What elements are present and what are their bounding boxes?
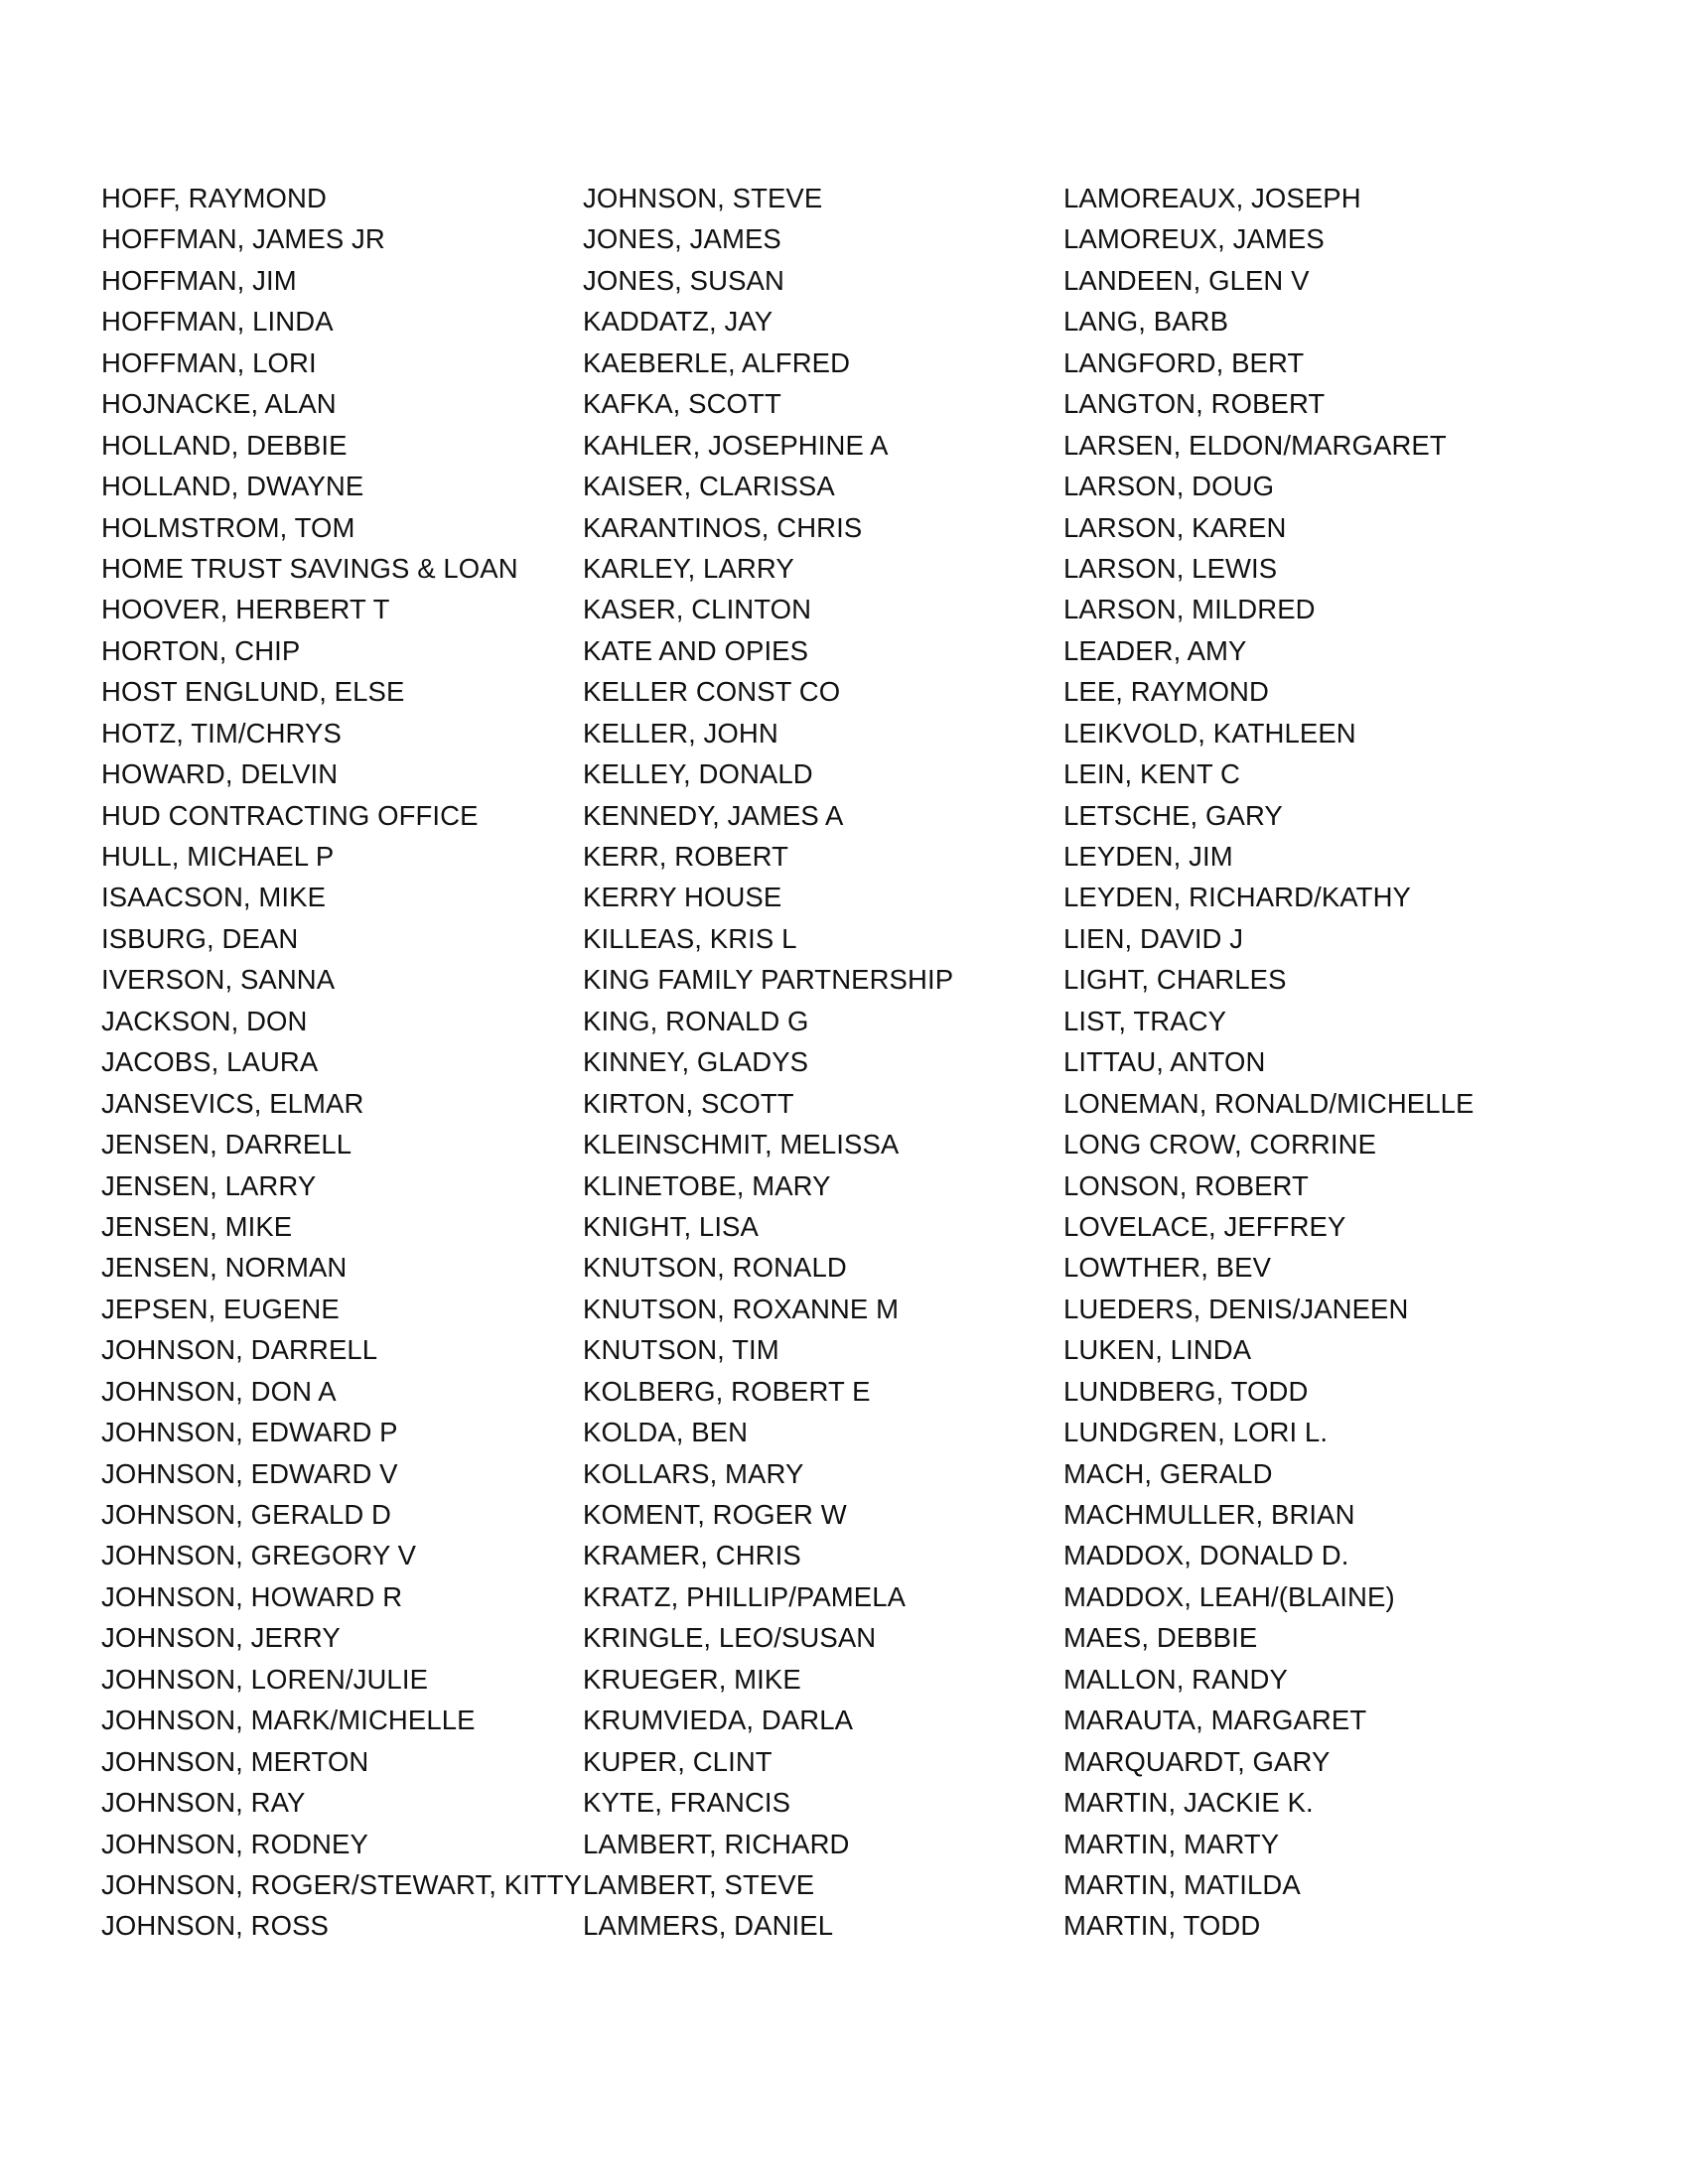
name-entry: KAISER, CLARISSA — [583, 471, 835, 502]
name-entry: KILLEAS, KRIS L — [583, 922, 797, 954]
name-entry: JOHNSON, RAY — [101, 1787, 306, 1819]
name-entry: KRINGLE, LEO/SUSAN — [583, 1622, 877, 1654]
name-entry: MARTIN, TODD — [1063, 1910, 1261, 1942]
name-entry: JOHNSON, EDWARD P — [101, 1417, 398, 1448]
name-entry: LARSON, MILDRED — [1063, 594, 1316, 625]
name-entry: HOFFMAN, LORI — [101, 346, 317, 378]
name-entry: JENSEN, DARRELL — [101, 1129, 352, 1160]
name-entry: LARSON, KAREN — [1063, 511, 1287, 543]
name-entry: HOFFMAN, JAMES JR — [101, 223, 385, 255]
name-entry: HOJNACKE, ALAN — [101, 388, 337, 420]
name-entry: LOWTHER, BEV — [1063, 1252, 1272, 1284]
name-entry: LEIKVOLD, KATHLEEN — [1063, 717, 1356, 749]
name-entry: KELLEY, DONALD — [583, 758, 813, 790]
name-entry: MADDOX, DONALD D. — [1063, 1540, 1349, 1571]
name-entry: KOLLARS, MARY — [583, 1457, 804, 1489]
name-entry: KOLDA, BEN — [583, 1417, 749, 1448]
name-entry: LEIN, KENT C — [1063, 758, 1240, 790]
name-entry: KELLER CONST CO — [583, 676, 841, 708]
name-entry: JOHNSON, LOREN/JULIE — [101, 1663, 429, 1695]
name-entry: HOFFMAN, LINDA — [101, 306, 334, 338]
name-entry: LAMBERT, STEVE — [583, 1868, 815, 1900]
name-entry: JOHNSON, DARRELL — [101, 1334, 378, 1366]
name-entry: HOLLAND, DEBBIE — [101, 429, 348, 461]
name-entry: LEYDEN, JIM — [1063, 841, 1233, 872]
name-entry: LOVELACE, JEFFREY — [1063, 1210, 1346, 1242]
name-column-3 — [1063, 178, 1619, 1947]
name-entry: HOLLAND, DWAYNE — [101, 471, 364, 502]
name-entry: KING FAMILY PARTNERSHIP — [583, 964, 954, 996]
name-entry: LAMOREUX, JAMES — [1063, 223, 1325, 255]
name-entry: LONEMAN, RONALD/MICHELLE — [1063, 1087, 1475, 1119]
name-entry: KAHLER, JOSEPHINE A — [583, 429, 889, 461]
name-entry: IVERSON, SANNA — [101, 964, 336, 996]
name-entry: HOWARD, DELVIN — [101, 758, 339, 790]
name-entry: ISAACSON, MIKE — [101, 882, 327, 913]
name-entry: KING, RONALD G — [583, 1005, 809, 1036]
name-entry: MARQUARDT, GARY — [1063, 1745, 1331, 1777]
name-entry: KATE AND OPIES — [583, 634, 809, 666]
name-entry: LIEN, DAVID J — [1063, 922, 1244, 954]
name-entry: HULL, MICHAEL P — [101, 841, 335, 872]
name-entry: KARLEY, LARRY — [583, 552, 794, 584]
name-entry: LIST, TRACY — [1063, 1005, 1227, 1036]
name-entry: MACHMULLER, BRIAN — [1063, 1499, 1355, 1530]
name-entry: LUNDBERG, TODD — [1063, 1375, 1309, 1407]
name-entry: ISBURG, DEAN — [101, 922, 299, 954]
name-entry: LONSON, ROBERT — [1063, 1169, 1309, 1201]
name-entry: LANGFORD, BERT — [1063, 346, 1305, 378]
name-entry: LANG, BARB — [1063, 306, 1229, 338]
name-entry: HOST ENGLUND, ELSE — [101, 676, 405, 708]
name-entry: JOHNSON, DON A — [101, 1375, 337, 1407]
name-entry: JOHNSON, MERTON — [101, 1745, 369, 1777]
name-entry: JACOBS, LAURA — [101, 1046, 319, 1078]
name-entry: MARTIN, MARTY — [1063, 1828, 1280, 1859]
name-entry: HOFF, RAYMOND — [101, 183, 327, 213]
name-entry: JONES, SUSAN — [583, 264, 784, 296]
name-entry: LARSON, LEWIS — [1063, 552, 1278, 584]
name-entry: JOHNSON, GREGORY V — [101, 1540, 417, 1571]
name-entry: HOOVER, HERBERT T — [101, 594, 390, 625]
name-entry: JEPSEN, EUGENE — [101, 1293, 340, 1324]
name-entry: KADDATZ, JAY — [583, 306, 774, 338]
name-entry: JANSEVICS, ELMAR — [101, 1087, 364, 1119]
name-entry: MALLON, RANDY — [1063, 1663, 1288, 1695]
name-entry: KASER, CLINTON — [583, 594, 812, 625]
name-entry: MADDOX, LEAH/(BLAINE) — [1063, 1580, 1395, 1612]
name-entry: KRUMVIEDA, DARLA — [583, 1705, 854, 1736]
name-column-2 — [583, 178, 1059, 1947]
name-entry: KUPER, CLINT — [583, 1745, 773, 1777]
name-entry: LITTAU, ANTON — [1063, 1046, 1266, 1078]
name-entry: KRUEGER, MIKE — [583, 1663, 801, 1695]
name-entry: LUKEN, LINDA — [1063, 1334, 1252, 1366]
name-entry: MAES, DEBBIE — [1063, 1622, 1258, 1654]
name-entry: JACKSON, DON — [101, 1005, 308, 1036]
name-entry: KINNEY, GLADYS — [583, 1046, 809, 1078]
name-entry: LANGTON, ROBERT — [1063, 388, 1326, 420]
name-entry: LIGHT, CHARLES — [1063, 964, 1287, 996]
name-entry: LARSON, DOUG — [1063, 471, 1275, 502]
name-entry: HOTZ, TIM/CHRYS — [101, 717, 342, 749]
name-entry: JENSEN, NORMAN — [101, 1252, 348, 1284]
name-entry: LONG CROW, CORRINE — [1063, 1129, 1377, 1160]
name-entry: LARSEN, ELDON/MARGARET — [1063, 429, 1447, 461]
name-entry: JOHNSON, HOWARD R — [101, 1580, 403, 1612]
name-entry: LEADER, AMY — [1063, 634, 1247, 666]
name-entry: JOHNSON, RODNEY — [101, 1828, 368, 1859]
name-entry: KLINETOBE, MARY — [583, 1169, 831, 1201]
name-entry: KARANTINOS, CHRIS — [583, 511, 863, 543]
name-entry: LUEDERS, DENIS/JANEEN — [1063, 1293, 1409, 1324]
name-column-1 — [101, 178, 583, 1947]
name-entry: HUD CONTRACTING OFFICE — [101, 799, 479, 831]
name-entry: KRATZ, PHILLIP/PAMELA — [583, 1580, 907, 1612]
name-entry: KENNEDY, JAMES A — [583, 799, 844, 831]
name-entry: KOLBERG, ROBERT E — [583, 1375, 871, 1407]
name-entry: KNIGHT, LISA — [583, 1210, 759, 1242]
name-entry: KERR, ROBERT — [583, 841, 788, 872]
name-entry: JOHNSON, MARK/MICHELLE — [101, 1705, 476, 1736]
name-entry: LAMBERT, RICHARD — [583, 1828, 850, 1859]
name-entry: MARTIN, MATILDA — [1063, 1868, 1301, 1900]
name-entry: KNUTSON, ROXANNE M — [583, 1293, 900, 1324]
name-entry: JENSEN, LARRY — [101, 1169, 317, 1201]
name-entry: LANDEEN, GLEN V — [1063, 264, 1310, 296]
name-entry: KAEBERLE, ALFRED — [583, 346, 851, 378]
name-entry: KLEINSCHMIT, MELISSA — [583, 1129, 900, 1160]
name-entry: LEYDEN, RICHARD/KATHY — [1063, 882, 1411, 913]
name-entry: MACH, GERALD — [1063, 1457, 1273, 1489]
name-entry: JOHNSON, ROGER/STEWART, KITTY — [101, 1868, 583, 1900]
name-entry: HOFFMAN, JIM — [101, 264, 297, 296]
name-entry: KNUTSON, RONALD — [583, 1252, 847, 1284]
name-entry: JOHNSON, EDWARD V — [101, 1457, 398, 1489]
name-entry: HORTON, CHIP — [101, 634, 301, 666]
name-entry: KNUTSON, TIM — [583, 1334, 779, 1366]
name-entry: LAMOREAUX, JOSEPH — [1063, 183, 1361, 213]
name-entry: LUNDGREN, LORI L. — [1063, 1417, 1329, 1448]
name-entry: KERRY HOUSE — [583, 882, 782, 913]
name-entry: KIRTON, SCOTT — [583, 1087, 794, 1119]
name-entry: JOHNSON, JERRY — [101, 1622, 341, 1654]
name-entry: MARTIN, JACKIE K. — [1063, 1787, 1314, 1819]
name-entry: JONES, JAMES — [583, 223, 781, 255]
name-entry: MARAUTA, MARGARET — [1063, 1705, 1367, 1736]
name-entry: JOHNSON, ROSS — [101, 1910, 329, 1942]
name-entry: KRAMER, CHRIS — [583, 1540, 801, 1571]
name-entry: JENSEN, MIKE — [101, 1210, 293, 1242]
name-entry: KELLER, JOHN — [583, 717, 778, 749]
name-entry: JOHNSON, GERALD D — [101, 1499, 392, 1530]
name-entry: HOLMSTROM, TOM — [101, 511, 355, 543]
name-entry: HOME TRUST SAVINGS & LOAN — [101, 552, 518, 584]
name-entry: KYTE, FRANCIS — [583, 1787, 791, 1819]
name-entry: LAMMERS, DANIEL — [583, 1910, 834, 1942]
name-entry: LEE, RAYMOND — [1063, 676, 1269, 708]
name-entry: LETSCHE, GARY — [1063, 799, 1283, 831]
name-entry: JOHNSON, STEVE — [583, 183, 823, 213]
name-entry: KOMENT, ROGER W — [583, 1499, 847, 1530]
name-entry: KAFKA, SCOTT — [583, 388, 781, 420]
